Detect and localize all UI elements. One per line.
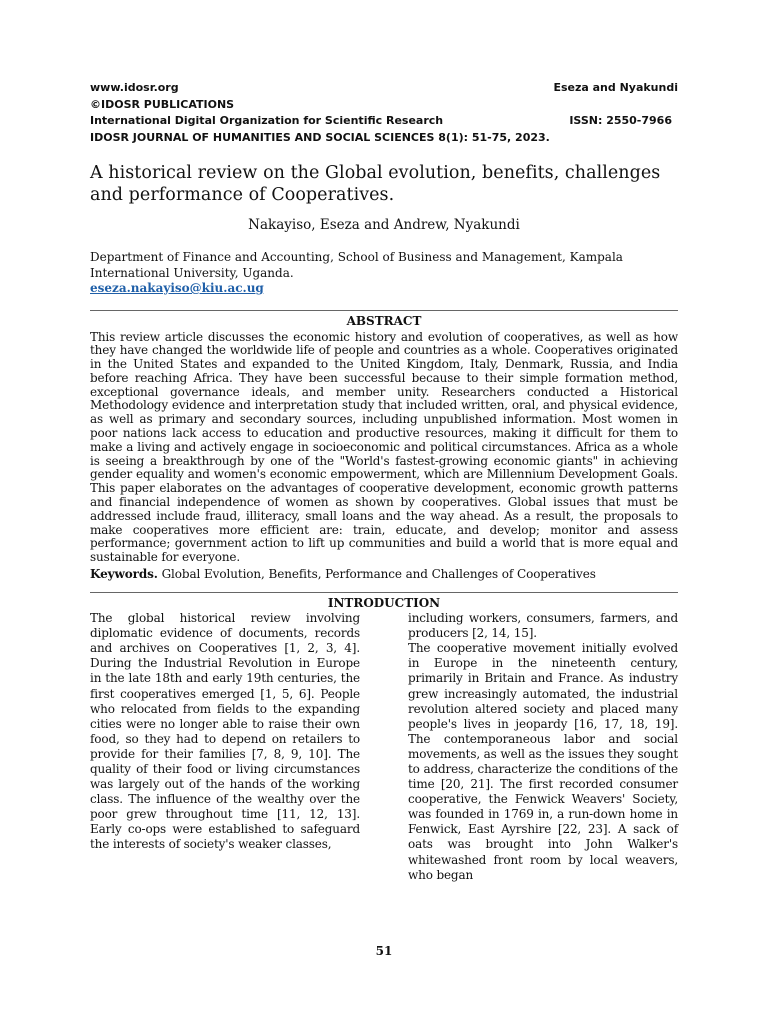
running-authors: Eseza and Nyakundi	[553, 81, 678, 94]
right-column	[408, 611, 678, 883]
author-list: Nakayiso, Eseza and Andrew, Nyakundi	[248, 217, 520, 233]
introduction-heading: INTRODUCTION	[90, 592, 678, 611]
abstract-text: This review article discusses the economic history and evolution of cooperatives, as well as how they have changed the worldwide life of people and countries as a whole. Cooperatives originated in the United States and expanded to the United Kingdom, Italy, Denmark, Russia, and India before reaching Africa. They have been successful because to their simple formation method, exceptional governance ideals, and member unity. Researchers conducted a Historical Methodology evidence and interpretation study that included written, oral, and physical evidence, as well as primary and secondary sources, including unpublished information. Most women in poor nations lack access to education and productive resources, making it difficult for them to make a living and actively engage in socioeconomic and political circumstances. Africa as a whole is seeing a breakthrough by one of the "World's fastest-growing economic giants" in achieving gender equality and women's economic empowerment, which are Millennium Development Goals. This paper elaborates on the advantages of cooperative development, economic growth patterns and financial independence of women as shown by cooperatives. Global issues that must be addressed include fraud, illiteracy, small loans and the way ahead. As a result, the proposals to make cooperatives more efficient are: train, educate, and develop; monitor and assess performance; government action to lift up communities and build a world that is more equal and sustainable for everyone.	[90, 329, 678, 565]
left-column	[90, 611, 360, 883]
paper-page	[90, 80, 678, 883]
paper-title: A historical review on the Global evolution, benefits, challenges and performance of Cooperatives.	[90, 163, 661, 205]
affiliation: Department of Finance and Accounting, School of Business and Management, Kampala International University, Uganda.	[90, 250, 623, 280]
keywords-line	[90, 567, 678, 581]
website-link[interactable]: www.idosr.org	[90, 81, 179, 94]
right-column-paragraph-2: The cooperative movement initially evolved in Europe in the nineteenth century, primarily in Britain and France. As industry grew increasingly automated, the industrial revolution altered society and placed many people's lives in jeopardy [16, 17, 18, 19]. The contemporaneous labor and social movements, as well as the issues they sought to address, characterize the conditions of the time [20, 21]. The first recorded consumer cooperative, the Fenwick Weavers' Society, was founded in 1769 in, a run-down home in Fenwick, East Ayrshire [22, 23]. A sack of oats was brought into John Walker's whitewashed front room by local weavers, who began	[408, 641, 678, 882]
journal-citation: IDOSR JOURNAL OF HUMANITIES AND SOCIAL SCIENCES 8(1): 51-75, 2023.	[90, 130, 550, 144]
journal-header	[90, 80, 678, 146]
organization-line: International Digital Organization for Scientific Research	[90, 114, 444, 127]
body-columns	[90, 611, 678, 883]
abstract-heading: ABSTRACT	[90, 310, 678, 329]
email-link[interactable]: eseza.nakayiso@kiu.ac.ug	[90, 281, 264, 295]
publisher-line: ©IDOSR PUBLICATIONS	[90, 97, 235, 111]
right-column-paragraph-1: including workers, consumers, farmers, and producers [2, 14, 15].	[408, 611, 678, 641]
issn: ISSN: 2550-7966	[569, 114, 672, 127]
affiliation-block	[90, 250, 678, 297]
left-column-text: The global historical review involving diplomatic evidence of documents, records and archives on Cooperatives [1, 2, 3, 4]. During the Industrial Revolution in Europe in the late 18th and early 19th centuries, the first cooperatives emerged [1, 5, 6]. People who relocated from fields to the expanding cities were no longer able to raise their own food, so they had to depend on retailers to provide for their families [7, 8, 9, 10]. The quality of their food or living circumstances was largely out of the hands of the working class. The influence of the wealthy over the poor grew throughout time [11, 12, 13]. Early co-ops were established to safeguard the interests of society's weaker classes,	[90, 611, 360, 852]
keywords-text: Global Evolution, Benefits, Performance and Challenges of Cooperatives	[157, 567, 596, 582]
page-number: 51	[375, 944, 393, 958]
keywords-label: Keywords.	[90, 567, 158, 582]
